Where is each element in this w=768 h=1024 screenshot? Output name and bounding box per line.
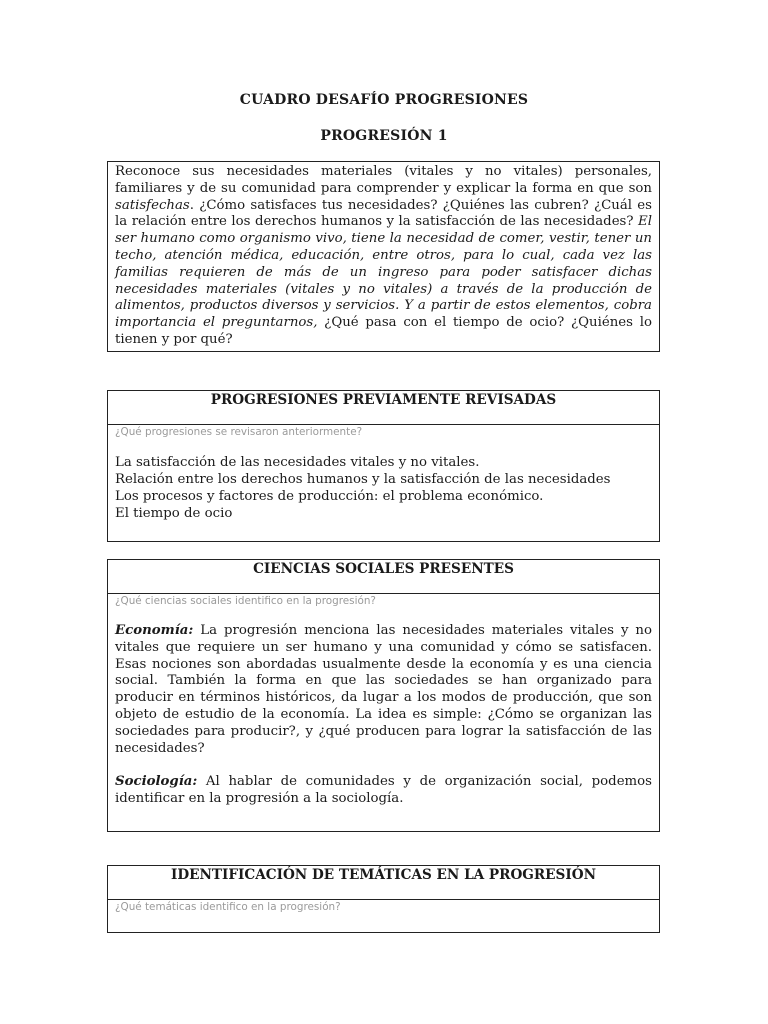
sociologia-text: Al hablar de comunidades y de organización social, podemos identificar en la progresión a la sociología. [115,774,652,807]
document-title: CUADRO DESAFÍO PROGRESIONES [239,92,529,108]
sociologia-label: Sociología: [115,774,198,790]
social-sciences-header: CIENCIAS SOCIALES PRESENTES [108,560,659,594]
previous-progressions-header: PROGRESIONES PREVIAMENTE REVISADAS [108,391,659,425]
list-item: La satisfacción de las necesidades vitales y no vitales. [115,455,480,470]
economia-label: Economía: [115,623,194,638]
social-sciences-prompt: ¿Qué ciencias sociales identifico en la progresión? [115,595,376,607]
social-sciences-section [107,559,660,832]
themes-prompt: ¿Qué temáticas identifico en la progresión? [115,901,341,913]
intro-italic-1: satisfechas [115,197,190,213]
list-item: Relación entre los derechos humanos y la satisfacción de las necesidades [115,472,611,487]
intro-text-2: . ¿Cómo satisfaces tus necesidades? ¿Quiénes las cubren? ¿Cuál es la relación entre los derechos humanos y la satisfacción de las necesidades? [115,197,652,230]
economia-paragraph [115,623,652,757]
progression-title: PROGRESIÓN 1 [320,128,448,144]
previous-progressions-prompt: ¿Qué progresiones se revisaron anteriormente? [115,426,363,438]
social-sciences-body [108,607,659,808]
previous-progressions-section [107,390,660,542]
intro-italic-2: El ser humano como organismo vivo, tiene la necesidad de comer, vestir, tener un techo, atención médica, educación, entre otros, para lo cual, cada vez las familias requieren de más de un ingreso para poder satisfacer dichas necesidades materiales (vitales y no vitales) a través de la producción de alimentos, productos diversos y servicios. Y a partir de estos elementos, cobra importancia el preguntarnos, [115,214,652,331]
list-item: Los procesos y factores de producción: el problema económico. [115,489,544,504]
list-item: El tiempo de ocio [115,506,233,521]
themes-section [107,865,660,933]
progression-description [115,164,652,349]
progression-description-box [107,161,660,352]
intro-text-1: Reconoce sus necesidades materiales (vitales y no vitales) personales, familiares y de su comunidad para comprender y explicar la forma en que son [115,164,652,196]
intro-text-3: ¿Qué pasa con el tiempo de ocio? ¿Quiénes lo tienen y por qué? [115,315,652,347]
sociologia-paragraph [115,774,652,808]
themes-header: IDENTIFICACIÓN DE TEMÁTICAS EN LA PROGRESIÓN [108,866,659,900]
previous-progressions-list [108,438,659,522]
economia-text: La progresión menciona las necesidades materiales vitales y no vitales que requiere un ser humano y una comunidad y cómo se satisfacen. Esas nociones son abordadas usualmente desde la economía y es una ciencia social. También la forma en que las sociedades se han organizado para producir en términos históricos, da lugar a los modos de producción, que son objeto de estudio de la economía. La idea es simple: ¿Cómo se organizan las sociedades para producir?, y ¿qué producen para lograr la satisfacción de las necesidades? [115,623,652,756]
